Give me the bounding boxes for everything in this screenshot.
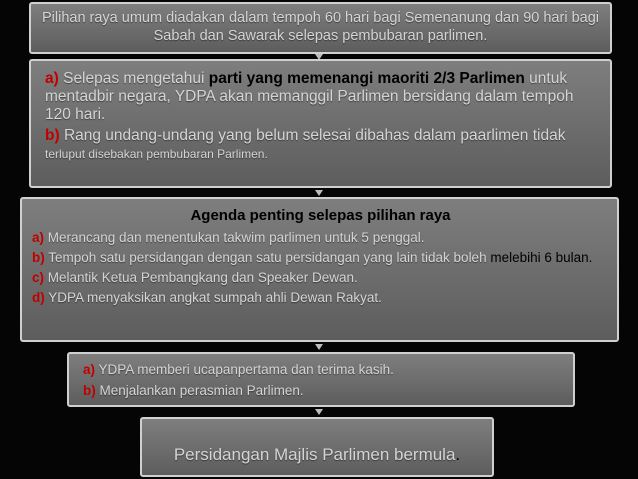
item-marker: c)	[32, 270, 45, 285]
item-text: Selepas mengetahui	[58, 70, 209, 87]
item-text: Melantik Ketua Pembangkang dan Speaker Dewan.	[44, 270, 358, 285]
item-marker: a)	[45, 70, 59, 87]
agenda-heading: Agenda penting selepas pilihan raya	[190, 207, 451, 224]
item-marker: b)	[45, 127, 60, 144]
step-box-session-start	[140, 417, 494, 477]
item-text: Menjalankan perasmian Parlimen.	[95, 383, 304, 398]
item-marker: d)	[32, 290, 45, 305]
session-text: Persidangan Majlis Parlimen bermula	[173, 445, 456, 464]
step-box-agenda	[20, 197, 619, 342]
list-item	[45, 127, 600, 163]
step-box-opening	[67, 352, 575, 407]
election-text: Pilihan raya umum diadakan dalam tempoh 60 hari bagi Semenanung dan 90 hari bagi Sabah dan Sawarak selepas pembubaran parlimen.	[41, 10, 599, 44]
item-small-text: terluput disebakan pembubaran Parlimen.	[45, 147, 268, 161]
item-marker: a)	[83, 362, 96, 377]
item-bold-text: parti yang memenangi maoriti 2/3 Parlimen	[208, 70, 525, 87]
list-item	[32, 270, 609, 286]
item-text-tail: melebihi 6 bulan.	[490, 250, 593, 265]
item-text: YDPA memberi ucapanpertama dan terima kasih.	[95, 362, 394, 377]
item-marker: b)	[83, 383, 96, 398]
list-item	[83, 361, 563, 379]
step-box-parliament-summon	[29, 59, 612, 188]
session-period: .	[455, 445, 461, 464]
list-item	[32, 230, 609, 246]
item-marker: b)	[32, 250, 45, 265]
item-text: Rang undang-undang yang belum selesai dibahas dalam paarlimen tidak	[59, 127, 566, 144]
item-text: YDPA menyaksikan angkat sumpah ahli Dewan Rakyat.	[44, 290, 382, 305]
arrow-down-icon	[315, 409, 323, 415]
arrow-down-icon	[315, 344, 323, 350]
item-text: Tempoh satu persidangan dengan satu persidangan yang lain tidak boleh	[44, 250, 491, 265]
list-item	[45, 70, 600, 124]
item-marker: a)	[32, 230, 45, 245]
arrow-down-icon	[315, 190, 323, 196]
item-text: untuk mentadbir negara, YDPA akan memanggil Parlimen bersidang dalam tempoh 120 hari.	[45, 70, 574, 123]
list-item	[32, 250, 609, 266]
step-box-election	[29, 2, 612, 54]
list-item	[83, 382, 563, 400]
list-item	[32, 290, 609, 306]
item-text: Merancang dan menentukan takwim parlimen untuk 5 penggal.	[44, 230, 425, 245]
